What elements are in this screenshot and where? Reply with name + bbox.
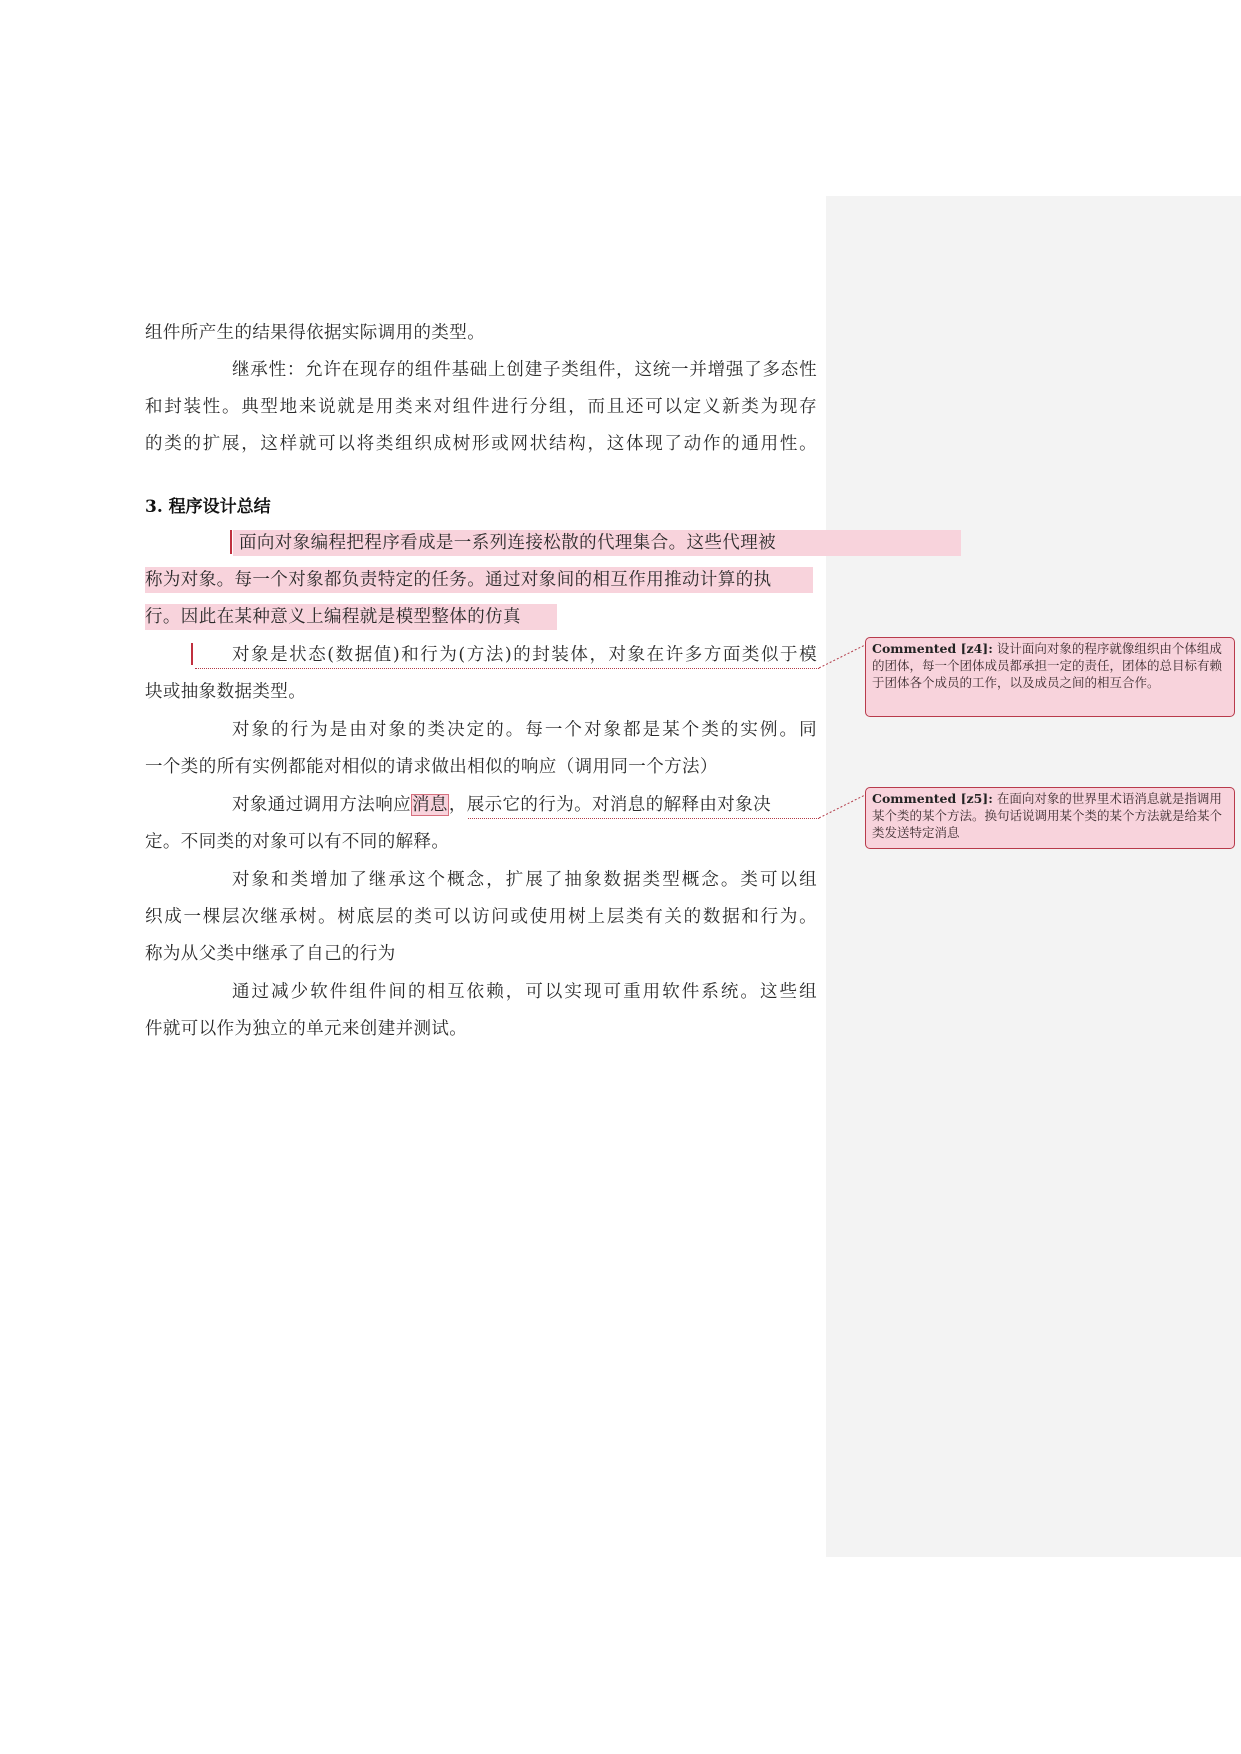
comment-label: Commented [z5]: bbox=[872, 791, 993, 806]
text-line: 对象是状态(数据值)和行为(方法)的封装体，对象在许多方面类似于模 bbox=[232, 645, 817, 665]
text-line: 件就可以作为独立的单元来创建并测试。 bbox=[145, 1019, 468, 1039]
comment-text: 设计面向对象的程序就像组织由个体组成的团体，每一个团体成员都承担一定的责任，团体的总目标有赖于团体各个成员的工作，以及成员之间的相互合作。 bbox=[872, 641, 1223, 690]
text-line: 行。因此在某种意义上编程就是模型整体的仿真 bbox=[145, 607, 521, 627]
text-line: 组件所产生的结果得依据实际调用的类型。 bbox=[145, 323, 486, 343]
section-heading: 3. 程序设计总结 bbox=[145, 497, 271, 517]
comment-text: 在面向对象的世界里术语消息就是指调用某个类的某个方法。换句话说调用某个类的某个方法就是给某个类发送特定消息 bbox=[872, 791, 1223, 840]
text-line: 面向对象编程把程序看成是一系列连接松散的代理集合。这些代理被 bbox=[239, 533, 776, 553]
text-line: 称为对象。每一个对象都负责特定的任务。通过对象间的相互作用推动计算的执 bbox=[145, 570, 772, 590]
comment-balloon[interactable] bbox=[865, 787, 1235, 849]
text-line: 对象的行为是由对象的类决定的。每一个对象都是某个类的实例。同 bbox=[232, 720, 817, 740]
text-line: 的类的扩展，这样就可以将类组织成树形或网状结构，这体现了动作的通用性。 bbox=[145, 434, 817, 454]
text-line: 通过减少软件组件间的相互依赖，可以实现可重用软件系统。这些组 bbox=[232, 982, 817, 1002]
text-line: 织成一棵层次继承树。树底层的类可以访问或使用树上层类有关的数据和行为。 bbox=[145, 907, 817, 927]
text-line: 一个类的所有实例都能对相似的请求做出相似的响应（调用同一个方法） bbox=[145, 757, 718, 777]
text-line: 对象和类增加了继承这个概念，扩展了抽象数据类型概念。类可以组 bbox=[232, 870, 817, 890]
text-line: 称为从父类中继承了自己的行为 bbox=[145, 944, 396, 964]
text-line: 定。不同类的对象可以有不同的解释。 bbox=[145, 832, 450, 852]
comment-balloon[interactable] bbox=[865, 637, 1235, 717]
text-line: 块或抽象数据类型。 bbox=[145, 682, 307, 702]
comment-label: Commented [z4]: bbox=[872, 641, 993, 656]
text-segment: ，展示它的行为。对消息的解释由对象决 bbox=[448, 795, 772, 815]
comment-anchor-word[interactable]: 消息 bbox=[412, 795, 448, 815]
text-line: 继承性：允许在现存的组件基础上创建子类组件，这统一并增强了多态性 bbox=[232, 360, 817, 380]
text-line: 和封装性。典型地来说就是用类来对组件进行分组，而且还可以定义新类为现存 bbox=[145, 397, 817, 417]
text-segment: 对象通过调用方法响应 bbox=[232, 795, 411, 815]
